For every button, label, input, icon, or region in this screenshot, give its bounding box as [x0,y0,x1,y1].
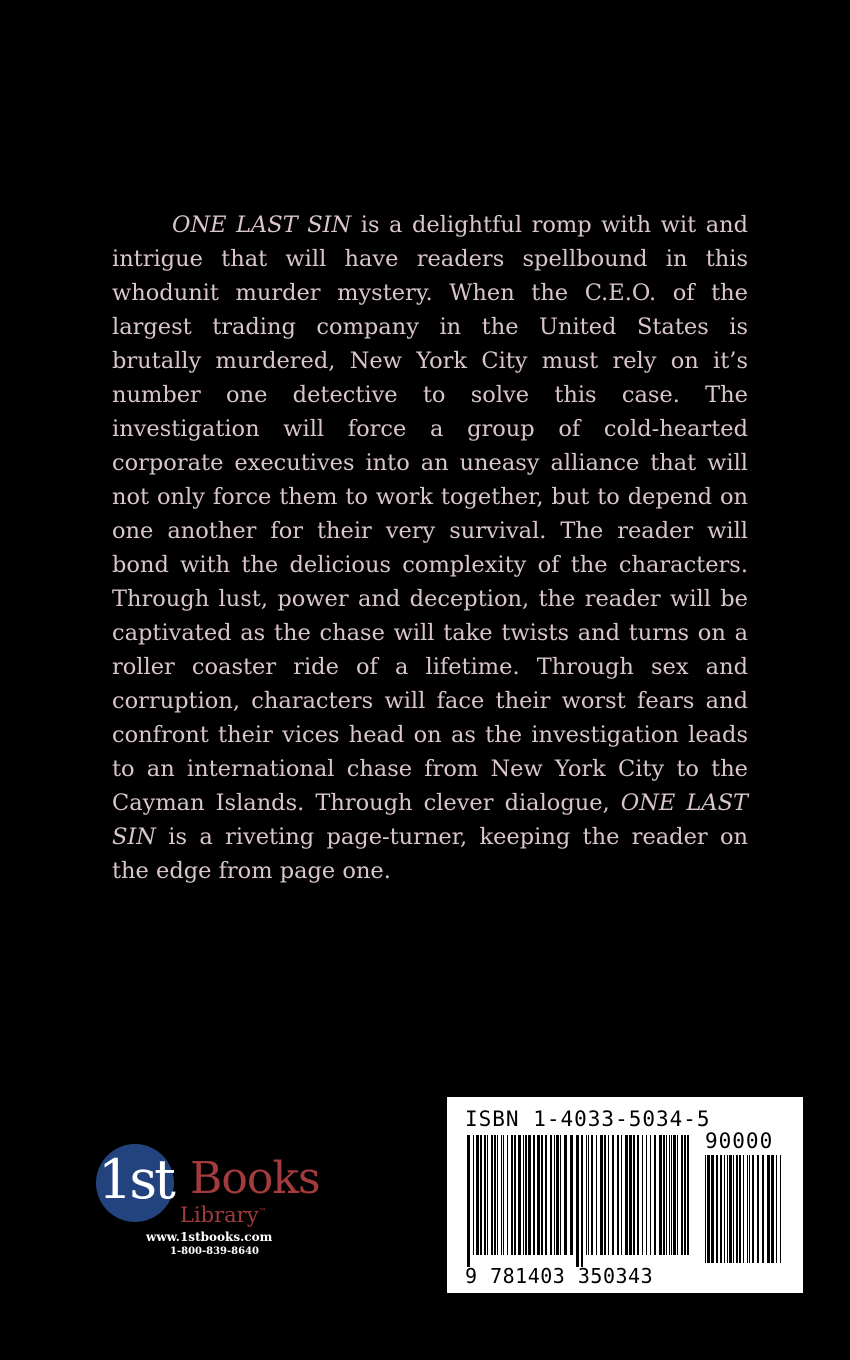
barcode-bar [528,1135,531,1255]
barcode-bar [673,1135,676,1255]
barcode-bar [757,1155,759,1263]
barcode-bar [541,1135,543,1255]
barcode-bar [473,1135,474,1255]
barcode-bar [507,1135,508,1255]
barcode-bar [716,1155,718,1263]
barcode-bar [550,1135,552,1255]
barcode-bar [729,1155,732,1263]
barcode-bar [467,1135,470,1267]
barcode-bar [480,1135,482,1255]
barcode-bar [523,1135,524,1255]
publisher-logo [96,1140,320,1265]
barcode-bar [642,1135,643,1255]
barcode-bar [650,1135,651,1255]
barcode-bar [771,1155,774,1263]
barcode-bar [687,1135,689,1255]
barcode-bar [733,1155,734,1263]
barcode-bar [556,1135,559,1255]
blurb-text: is a riveting page-turner, keeping the reader on the edge from page one. [112,824,748,884]
barcode-bar [739,1155,741,1263]
barcode-bar [533,1135,535,1255]
barcode-bar [749,1155,750,1263]
barcode-bar [727,1155,728,1263]
blurb-text: is a delightful romp with wit and intrigue that will have readers spellbound in this whodunit murder mystery. When the C.E.O. of the largest trading company in the United States is brutally murdered, New York City must rely on it’s number one detective to solve this case. The investigation will force a group of cold-hearted corporate executives into an uneasy alliance that will not only force them to work together, but to depend on one another for their very survival. The reader will bond with the delicious complexity of the characters. Through lust, power and deception, the reader will be captivated as the chase will take twists and turns on a roller coaster ride of a lifetime. Through sex and corruption, characters will face their worst fears and confront their vices head on as the investigation leads to an international chase from New York City to the Cayman Islands. Through clever dialogue, [112,212,748,816]
barcode-bar [604,1135,606,1255]
publisher-phone: 1-800-839-8640 [170,1246,259,1257]
price-code: 90000 [705,1129,774,1153]
barcode-bar [724,1155,725,1263]
barcode-bar [503,1135,504,1255]
barcode-bar [720,1155,722,1263]
barcode-bar [677,1135,678,1255]
barcode-bar [564,1135,567,1255]
barcode-bar [776,1155,777,1263]
barcode-bar [671,1135,672,1255]
barcode-bar [736,1155,738,1263]
barcode-bar [747,1155,748,1263]
barcode-bar [637,1135,639,1255]
back-cover-blurb [112,208,748,888]
barcode-bar [705,1155,706,1263]
barcode-bar [711,1155,714,1263]
barcode-bar [494,1135,496,1255]
addon-barcode [705,1155,787,1263]
ean-barcode [467,1135,695,1267]
barcode-bar [681,1135,683,1255]
logo-library [180,1200,267,1227]
barcode-bar [625,1135,628,1255]
barcode-bar [518,1135,521,1255]
logo-library-text: Library [180,1203,259,1227]
barcode-bar [762,1155,764,1263]
barcode-bar [596,1135,597,1255]
barcode-bar [501,1135,502,1255]
barcode-bar [484,1135,486,1255]
barcode-bar [576,1135,579,1267]
barcode-bar [767,1155,770,1263]
barcode-bar [600,1135,603,1255]
barcode-bar [743,1155,744,1263]
barcode-bar [617,1135,619,1255]
barcode-bar [752,1155,754,1263]
barcode-bar [707,1155,710,1263]
barcode-bar [511,1135,513,1255]
barcode-bar [514,1135,516,1255]
barcode-bar [666,1135,667,1255]
barcode-bar [629,1135,632,1255]
barcode-bar [581,1135,583,1267]
barcode-bar [491,1135,493,1255]
barcode-bar [612,1135,614,1255]
barcode-bar [476,1135,479,1255]
barcode-box [447,1097,803,1293]
barcode-bar [545,1135,547,1255]
barcode-bar [525,1135,527,1255]
barcode-bar [780,1155,781,1263]
trademark: ™ [258,1207,267,1216]
barcode-bar [537,1135,540,1255]
book-title-italic: ONE LAST SIN [112,790,748,850]
barcode-bar [487,1135,488,1255]
barcode-bar [588,1135,589,1255]
barcode-bar [663,1135,665,1255]
barcode-bar [621,1135,622,1255]
ean-digits: 9 781403 350343 [465,1264,654,1288]
barcode-bar [669,1135,670,1255]
barcode-bar [570,1135,573,1255]
isbn-label: ISBN 1-4033-5034-5 [465,1107,711,1131]
barcode-bar [633,1135,635,1255]
publisher-url: www.1stbooks.com [146,1230,273,1244]
barcode-bar [560,1135,561,1255]
barcode-bar [654,1135,656,1255]
barcode-bar [497,1135,498,1255]
barcode-bar [586,1135,587,1255]
barcode-bar [659,1135,662,1255]
barcode-bar [591,1135,593,1255]
barcode-bar [646,1135,647,1255]
barcode-bar [554,1135,555,1255]
barcode-bar [608,1135,609,1255]
barcode-bar [684,1135,686,1255]
logo-1st: 1st [98,1148,173,1211]
book-title-italic: ONE LAST SIN [172,212,352,238]
logo-books: Books [190,1153,320,1204]
